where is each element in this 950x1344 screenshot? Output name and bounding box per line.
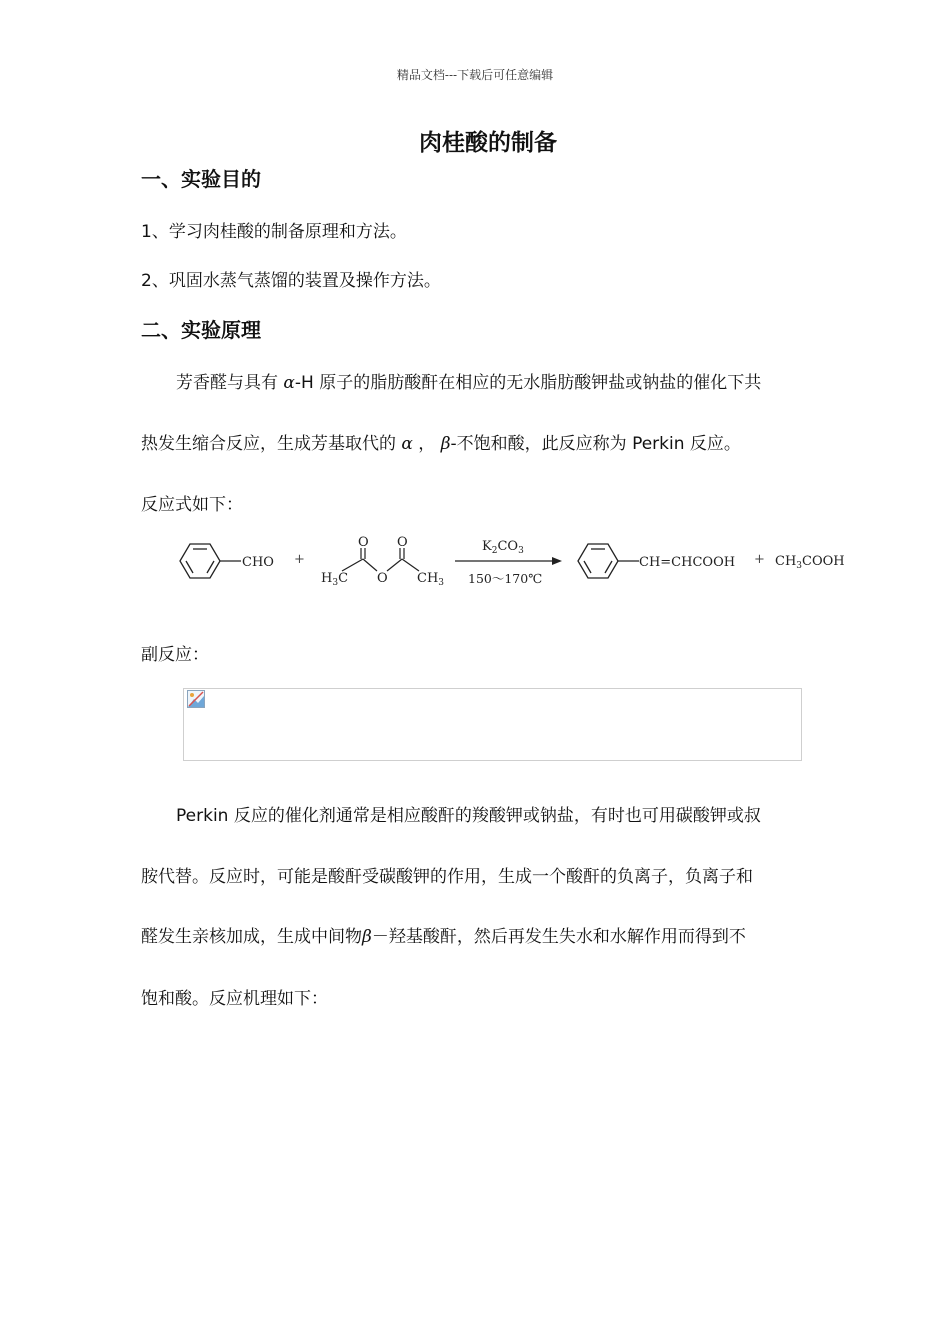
methyl-right-ch: CH [417, 571, 439, 586]
catalyst-label [482, 539, 524, 556]
text-run: －羟基酸酐，然后再发生失水和水解作用而得到不 [371, 927, 746, 947]
beta-symbol: β [362, 927, 372, 947]
mechanism-paragraph-line-1: Perkin 反应的催化剂通常是相应酸酐的羧酸钾或钠盐，有时也可用碳酸钾或叔 [176, 806, 761, 826]
reaction-label: 反应式如下： [141, 495, 243, 515]
page-header: 精品文档---下载后可任意编辑 [396, 68, 554, 82]
side-reaction-label: 副反应： [141, 645, 209, 665]
methyl-left-c: C [338, 571, 349, 586]
mechanism-paragraph-line-4: 饱和酸。反应机理如下： [141, 989, 328, 1009]
purpose-item-2: 2、巩固水蒸气蒸馏的装置及操作方法。 [141, 271, 441, 291]
broken-image-icon [187, 690, 205, 708]
methyl-left-sub: 3 [332, 578, 339, 588]
alpha-symbol: α [283, 373, 295, 393]
text-run: -H 原子的脂肪酸酐在相应的无水脂肪酸钾盐或钠盐的催化下共 [294, 373, 762, 393]
purpose-item-1: 1、学习肉桂酸的制备原理和方法。 [141, 222, 407, 242]
product-cinnamic-acid: CH=CHCOOH [639, 555, 736, 570]
methyl-right-sub: 3 [438, 578, 445, 588]
plus-sign: + [294, 552, 305, 567]
reaction-arrow-icon [455, 557, 562, 565]
side-reaction-image-placeholder [183, 688, 802, 761]
catalyst-sub-1: 2 [491, 546, 498, 556]
bridge-oxygen: O [377, 571, 388, 586]
catalyst-k: K [482, 539, 492, 554]
beta-symbol: β [440, 434, 451, 454]
carbonyl-oxygen-left: O [358, 535, 369, 550]
text-run: 芳香醛与具有 [176, 373, 284, 393]
methyl-right [417, 571, 444, 588]
plus-sign: + [754, 552, 765, 567]
byproduct-sub: 3 [796, 561, 803, 571]
principle-paragraph-line-2 [141, 429, 741, 454]
acetic-anhydride-structure [342, 548, 419, 571]
principle-paragraph-line-1 [176, 368, 761, 393]
mechanism-paragraph-line-3 [141, 922, 746, 947]
benzene-ring-product-icon [578, 544, 639, 578]
byproduct-ch: CH [775, 554, 797, 569]
document-title: 肉桂酸的制备 [419, 130, 557, 156]
text-run: 醛发生亲核加成，生成中间物 [141, 927, 362, 947]
byproduct-acetic-acid [775, 554, 845, 571]
benzene-ring-icon [180, 544, 241, 578]
text-run: 热发生缩合反应，生成芳基取代的 [141, 434, 402, 454]
methyl-left-h: H [321, 571, 333, 586]
section-heading-principle: 二、实验原理 [141, 318, 261, 342]
text-run: -不饱和酸，此反应称为 Perkin 反应。 [450, 434, 741, 454]
catalyst-sub-2: 3 [518, 546, 524, 556]
perkin-reaction-equation [170, 528, 860, 590]
byproduct-cooh: COOH [802, 554, 845, 569]
reaction-conditions: 150～170℃ [468, 571, 543, 586]
methyl-left [321, 571, 348, 588]
reactant-aldehyde: CHO [242, 555, 274, 570]
alpha-symbol: α [401, 434, 413, 454]
carbonyl-oxygen-right: O [397, 535, 408, 550]
catalyst-co: CO [497, 539, 519, 554]
mechanism-paragraph-line-2: 胺代替。反应时，可能是酸酐受碳酸钾的作用，生成一个酸酐的负离子，负离子和 [141, 867, 753, 887]
section-heading-purpose: 一、实验目的 [141, 167, 261, 191]
text-run: ， [412, 434, 441, 454]
